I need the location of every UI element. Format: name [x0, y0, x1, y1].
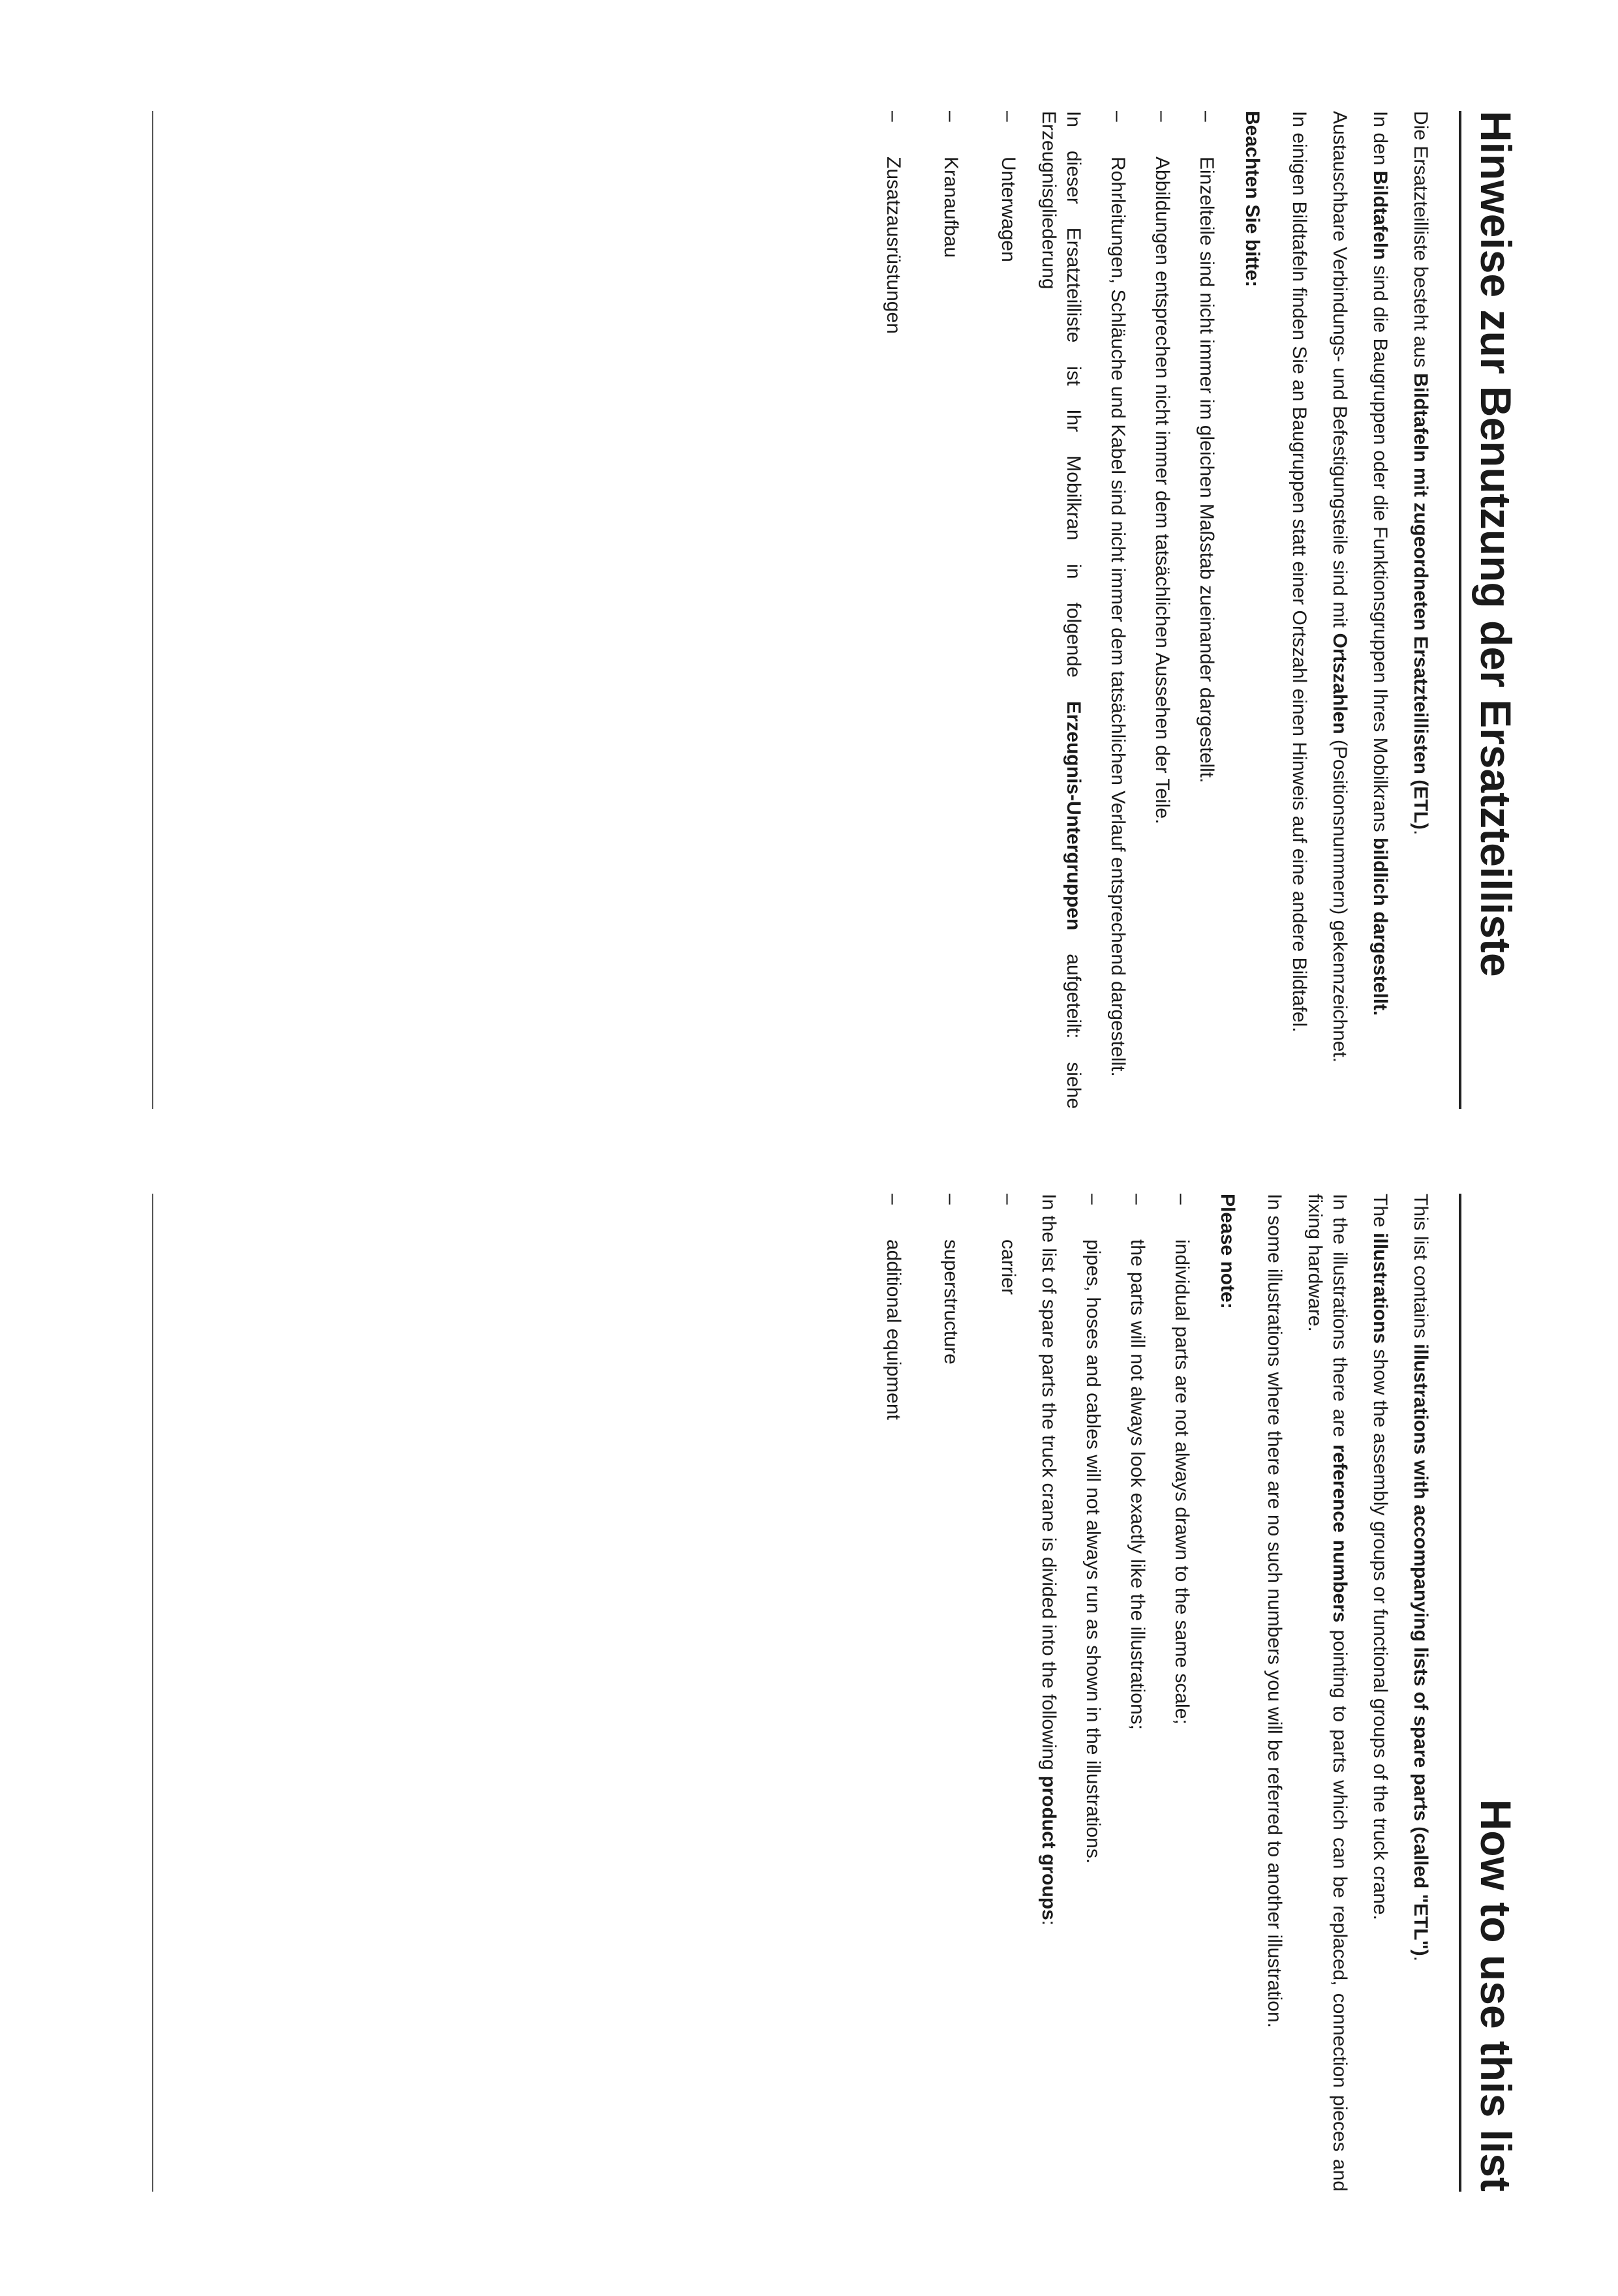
german-column — [848, 111, 1520, 1109]
dash-marker: – — [998, 1194, 1020, 1205]
german-referral-paragraph: In einigen Bildtafeln finden Sie an Baugruppen statt einer Ortszahl einen Hinweis auf eine andere Bildtafel. — [1289, 111, 1311, 1033]
german-group-item — [938, 111, 963, 1109]
dash-marker: – — [940, 111, 962, 122]
german-intro-paragraph — [1408, 111, 1433, 1109]
english-groups-text-1: In the list of spare parts the truck crane is divided into the following — [1038, 1194, 1060, 1776]
german-note-item — [1105, 111, 1130, 1109]
english-illustrations-paragraph — [1367, 1194, 1392, 2192]
english-group-item — [938, 1194, 963, 2192]
german-footer-rule — [152, 111, 153, 1109]
german-reference-text-2: (Positionsnummern) gekennzeichnet. — [1329, 734, 1351, 1063]
german-group-text: Unterwagen — [998, 157, 1020, 262]
english-note-item — [1169, 1194, 1194, 2192]
english-illustrations-text-2: show the assembly groups or functional groups of the truck crane. — [1369, 1344, 1392, 1920]
english-groups-bold: product groups — [1038, 1775, 1060, 1920]
english-group-item — [996, 1194, 1020, 2192]
english-referral-paragraph: In some illustrations where there are no such numbers you will be referred to another illustration. — [1264, 1194, 1286, 2028]
german-group-text: Zusatzausrüstungen — [883, 157, 905, 334]
english-note-item — [1125, 1194, 1150, 2192]
dash-marker: – — [883, 111, 905, 122]
german-reference-paragraph — [1327, 111, 1352, 1109]
german-intro-bold: Bildtafeln mit zugeordneten Ersatzteillisten (ETL) — [1410, 372, 1432, 830]
english-reference-text-1: In the illustrations there are — [1329, 1194, 1351, 1445]
english-reference-text-2: pointing to parts which can be replaced, connection pieces and fixing hardware. — [1304, 1194, 1351, 2192]
english-note-text: individual parts are not always drawn to the same scale; — [1171, 1239, 1193, 1725]
german-title: Hinweise zur Benutzung der Ersatzteilliste — [1459, 111, 1520, 1109]
dash-marker: – — [1196, 111, 1218, 122]
english-note-heading: Please note: — [1217, 1194, 1239, 1309]
dash-marker: – — [940, 1194, 962, 1205]
english-intro-text: This list contains — [1410, 1194, 1432, 1344]
german-reference-text-1: Austauschbare Verbindungs- und Befestigungsteile sind mit — [1329, 111, 1351, 633]
english-group-item — [881, 1194, 906, 2192]
english-footer-rule — [152, 1194, 153, 2192]
dash-marker: – — [1082, 1194, 1105, 1205]
german-groups-text-1: In dieser Ersatzteilliste ist Ihr Mobilkran in folgende — [1063, 111, 1085, 701]
german-note-item — [1194, 111, 1219, 1109]
german-reference-bold: Ortszahlen — [1329, 633, 1351, 734]
german-illustrations-bold-2: bildlich dargestellt. — [1369, 837, 1392, 1016]
german-group-item — [881, 111, 906, 1109]
english-intro-paragraph — [1408, 1194, 1433, 2192]
english-column — [848, 1194, 1520, 2192]
english-note-item — [1080, 1194, 1105, 2192]
german-illustrations-text-2: sind die Baugruppen oder die Funktionsgruppen Ihres Mobilkrans — [1369, 260, 1392, 838]
dash-marker: – — [1107, 111, 1129, 122]
english-groups-text-2: : — [1038, 1920, 1060, 1926]
german-note-text: Einzelteile sind nicht immer im gleichen Maßstab zueinander dargestellt. — [1196, 157, 1218, 783]
english-note-text: the parts will not always look exactly like the illustrations; — [1127, 1239, 1149, 1730]
dash-marker: – — [1152, 111, 1174, 122]
german-groups-paragraph — [1036, 111, 1086, 1109]
english-group-text: additional equipment — [883, 1239, 905, 1420]
english-notes-list — [1080, 1194, 1194, 2192]
german-intro-end: . — [1410, 829, 1432, 836]
german-illustrations-paragraph — [1367, 111, 1392, 1109]
english-intro-bold: illustrations with accompanying lists of spare parts (called "ETL") — [1410, 1344, 1432, 1956]
dash-marker: – — [998, 111, 1020, 122]
german-intro-text: Die Ersatzteilliste besteht aus — [1410, 111, 1432, 373]
german-groups-list — [881, 111, 1020, 1109]
german-group-item — [996, 111, 1020, 1109]
english-intro-end: . — [1410, 1956, 1432, 1962]
german-note-text: Abbildungen entsprechen nicht immer dem tatsächlichen Aussehen der Teile. — [1152, 157, 1174, 824]
dash-marker: – — [883, 1194, 905, 1205]
english-group-text: carrier — [998, 1239, 1020, 1295]
english-groups-paragraph — [1036, 1194, 1061, 2192]
german-group-text: Kranaufbau — [940, 157, 962, 258]
german-notes-list — [1105, 111, 1219, 1109]
english-groups-list — [881, 1194, 1020, 2192]
english-title: How to use this list — [1459, 1194, 1520, 2192]
german-note-text: Rohrleitungen, Schläuche und Kabel sind nicht immer dem tatsächlichen Verlauf entsprechend dargestellt. — [1107, 157, 1129, 1077]
english-reference-paragraph — [1302, 1194, 1352, 2192]
english-illustrations-text-1: The — [1369, 1194, 1392, 1233]
german-note-item — [1150, 111, 1174, 1109]
german-groups-text-2: aufgeteilt: siehe Erzeugnisgliederung — [1038, 111, 1085, 1109]
english-reference-bold: reference numbers — [1329, 1444, 1351, 1623]
german-note-heading: Beachten Sie bitte: — [1242, 111, 1264, 288]
german-illustrations-text-1: In den — [1369, 111, 1392, 171]
german-groups-bold: Erzeugnis-Untergruppen — [1063, 701, 1085, 931]
dash-marker: – — [1171, 1194, 1193, 1205]
english-group-text: superstructure — [940, 1239, 962, 1365]
german-illustrations-bold-1: Bildtafeln — [1369, 170, 1392, 260]
dash-marker: – — [1127, 1194, 1149, 1205]
english-note-text: pipes, hoses and cables will not always run as shown in the illustrations. — [1082, 1239, 1105, 1864]
english-illustrations-bold: illustrations — [1369, 1233, 1392, 1344]
